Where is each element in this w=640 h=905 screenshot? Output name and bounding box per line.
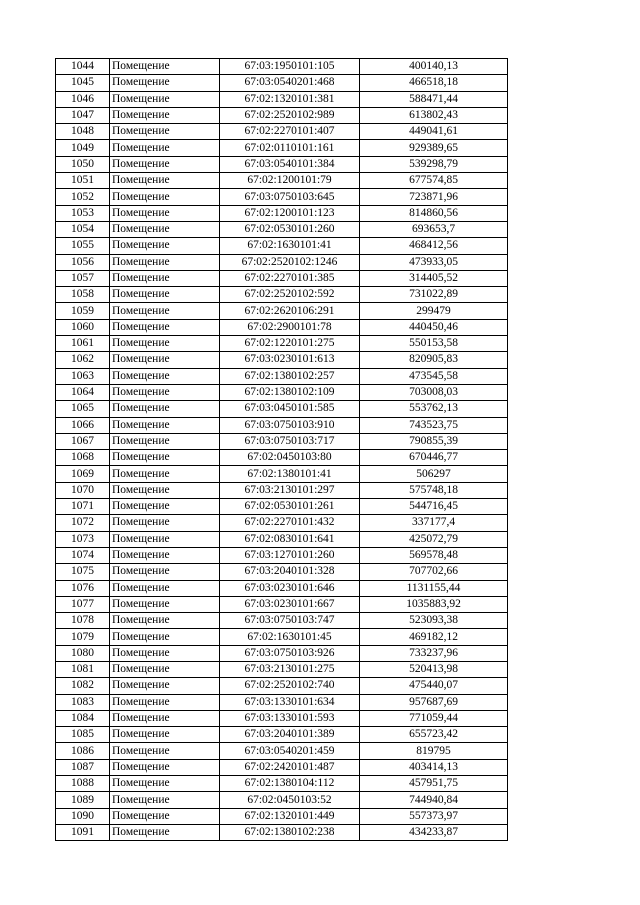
table-row bbox=[56, 547, 508, 563]
object-type-cell: Помещение bbox=[110, 645, 220, 661]
cadastral-number-cell: 67:03:2040101:328 bbox=[220, 564, 360, 580]
row-number-cell: 1052 bbox=[56, 189, 110, 205]
cadastral-value-cell: 613802,43 bbox=[360, 107, 508, 123]
cadastral-value-cell: 539298,79 bbox=[360, 156, 508, 172]
cadastral-number-cell: 67:03:2130101:297 bbox=[220, 482, 360, 498]
cadastral-value-cell: 693653,7 bbox=[360, 221, 508, 237]
table-row bbox=[56, 368, 508, 384]
cadastral-value-cell: 425072,79 bbox=[360, 531, 508, 547]
cadastral-value-cell: 703008,03 bbox=[360, 384, 508, 400]
row-number-cell: 1056 bbox=[56, 254, 110, 270]
cadastral-number-cell: 67:02:1380102:238 bbox=[220, 824, 360, 840]
cadastral-number-cell: 67:02:0450103:52 bbox=[220, 792, 360, 808]
cadastral-value-cell: 733237,96 bbox=[360, 645, 508, 661]
cadastral-value-cell: 469182,12 bbox=[360, 629, 508, 645]
cadastral-number-cell: 67:02:1320101:381 bbox=[220, 91, 360, 107]
table-row bbox=[56, 75, 508, 91]
cadastral-number-cell: 67:02:0530101:261 bbox=[220, 499, 360, 515]
cadastral-value-cell: 707702,66 bbox=[360, 564, 508, 580]
object-type-cell: Помещение bbox=[110, 450, 220, 466]
row-number-cell: 1064 bbox=[56, 384, 110, 400]
table-row bbox=[56, 824, 508, 840]
cadastral-number-cell: 67:02:2520102:989 bbox=[220, 107, 360, 123]
cadastral-number-cell: 67:03:1330101:634 bbox=[220, 694, 360, 710]
cadastral-value-cell: 819795 bbox=[360, 743, 508, 759]
cadastral-value-cell: 550153,58 bbox=[360, 336, 508, 352]
row-number-cell: 1075 bbox=[56, 564, 110, 580]
table-body bbox=[56, 59, 508, 841]
table-row bbox=[56, 221, 508, 237]
object-type-cell: Помещение bbox=[110, 401, 220, 417]
cadastral-value-cell: 929389,65 bbox=[360, 140, 508, 156]
table-row bbox=[56, 694, 508, 710]
cadastral-number-cell: 67:03:1950101:105 bbox=[220, 59, 360, 75]
row-number-cell: 1071 bbox=[56, 499, 110, 515]
table-row bbox=[56, 156, 508, 172]
table-row bbox=[56, 270, 508, 286]
cadastral-number-cell: 67:02:1630101:45 bbox=[220, 629, 360, 645]
cadastral-value-cell: 475440,07 bbox=[360, 678, 508, 694]
object-type-cell: Помещение bbox=[110, 661, 220, 677]
table-row bbox=[56, 189, 508, 205]
cadastral-number-cell: 67:02:2520102:592 bbox=[220, 287, 360, 303]
cadastral-number-cell: 67:02:2270101:385 bbox=[220, 270, 360, 286]
cadastral-value-cell: 557373,97 bbox=[360, 808, 508, 824]
cadastral-value-cell: 790855,39 bbox=[360, 433, 508, 449]
row-number-cell: 1053 bbox=[56, 205, 110, 221]
row-number-cell: 1088 bbox=[56, 776, 110, 792]
object-type-cell: Помещение bbox=[110, 547, 220, 563]
object-type-cell: Помещение bbox=[110, 303, 220, 319]
cadastral-value-cell: 434233,87 bbox=[360, 824, 508, 840]
object-type-cell: Помещение bbox=[110, 531, 220, 547]
row-number-cell: 1073 bbox=[56, 531, 110, 547]
cadastral-number-cell: 67:02:1220101:275 bbox=[220, 336, 360, 352]
table-row bbox=[56, 645, 508, 661]
table-row bbox=[56, 107, 508, 123]
object-type-cell: Помещение bbox=[110, 336, 220, 352]
row-number-cell: 1068 bbox=[56, 450, 110, 466]
row-number-cell: 1051 bbox=[56, 173, 110, 189]
cadastral-number-cell: 67:03:0230101:667 bbox=[220, 596, 360, 612]
table-row bbox=[56, 580, 508, 596]
object-type-cell: Помещение bbox=[110, 629, 220, 645]
object-type-cell: Помещение bbox=[110, 776, 220, 792]
row-number-cell: 1059 bbox=[56, 303, 110, 319]
table-row bbox=[56, 515, 508, 531]
cadastral-number-cell: 67:03:0540201:468 bbox=[220, 75, 360, 91]
cadastral-value-cell: 569578,48 bbox=[360, 547, 508, 563]
cadastral-value-cell: 468412,56 bbox=[360, 238, 508, 254]
cadastral-number-cell: 67:03:0540101:384 bbox=[220, 156, 360, 172]
row-number-cell: 1067 bbox=[56, 433, 110, 449]
object-type-cell: Помещение bbox=[110, 596, 220, 612]
row-number-cell: 1061 bbox=[56, 336, 110, 352]
cadastral-value-cell: 506297 bbox=[360, 466, 508, 482]
table-row bbox=[56, 287, 508, 303]
table-row bbox=[56, 205, 508, 221]
row-number-cell: 1087 bbox=[56, 759, 110, 775]
table-row bbox=[56, 759, 508, 775]
cadastral-value-cell: 466518,18 bbox=[360, 75, 508, 91]
table-row bbox=[56, 336, 508, 352]
object-type-cell: Помещение bbox=[110, 580, 220, 596]
row-number-cell: 1049 bbox=[56, 140, 110, 156]
cadastral-number-cell: 67:02:1380102:109 bbox=[220, 384, 360, 400]
cadastral-value-cell: 553762,13 bbox=[360, 401, 508, 417]
cadastral-number-cell: 67:03:0750103:926 bbox=[220, 645, 360, 661]
object-type-cell: Помещение bbox=[110, 727, 220, 743]
row-number-cell: 1084 bbox=[56, 710, 110, 726]
cadastral-number-cell: 67:02:0830101:641 bbox=[220, 531, 360, 547]
table-row bbox=[56, 808, 508, 824]
row-number-cell: 1065 bbox=[56, 401, 110, 417]
object-type-cell: Помещение bbox=[110, 75, 220, 91]
object-type-cell: Помещение bbox=[110, 107, 220, 123]
cadastral-value-cell: 731022,89 bbox=[360, 287, 508, 303]
table-row bbox=[56, 727, 508, 743]
row-number-cell: 1090 bbox=[56, 808, 110, 824]
object-type-cell: Помещение bbox=[110, 91, 220, 107]
cadastral-value-cell: 814860,56 bbox=[360, 205, 508, 221]
table-row bbox=[56, 678, 508, 694]
cadastral-number-cell: 67:02:1380102:257 bbox=[220, 368, 360, 384]
row-number-cell: 1058 bbox=[56, 287, 110, 303]
cadastral-value-cell: 957687,69 bbox=[360, 694, 508, 710]
cadastral-value-cell: 655723,42 bbox=[360, 727, 508, 743]
cadastral-value-cell: 337177,4 bbox=[360, 515, 508, 531]
table-row bbox=[56, 466, 508, 482]
cadastral-number-cell: 67:02:2270101:407 bbox=[220, 124, 360, 140]
cadastral-value-cell: 743523,75 bbox=[360, 417, 508, 433]
row-number-cell: 1086 bbox=[56, 743, 110, 759]
cadastral-number-cell: 67:02:2620106:291 bbox=[220, 303, 360, 319]
cadastral-number-cell: 67:02:1630101:41 bbox=[220, 238, 360, 254]
cadastral-number-cell: 67:02:1320101:449 bbox=[220, 808, 360, 824]
cadastral-number-cell: 67:02:2520102:1246 bbox=[220, 254, 360, 270]
table-row bbox=[56, 91, 508, 107]
table-row bbox=[56, 564, 508, 580]
table-row bbox=[56, 499, 508, 515]
cadastral-value-cell: 677574,85 bbox=[360, 173, 508, 189]
row-number-cell: 1054 bbox=[56, 221, 110, 237]
object-type-cell: Помещение bbox=[110, 368, 220, 384]
table-row bbox=[56, 710, 508, 726]
table-row bbox=[56, 384, 508, 400]
cadastral-number-cell: 67:03:0750103:645 bbox=[220, 189, 360, 205]
object-type-cell: Помещение bbox=[110, 824, 220, 840]
table-row bbox=[56, 303, 508, 319]
cadastral-value-cell: 314405,52 bbox=[360, 270, 508, 286]
cadastral-value-cell: 523093,38 bbox=[360, 613, 508, 629]
cadastral-number-cell: 67:02:0530101:260 bbox=[220, 221, 360, 237]
table-row bbox=[56, 254, 508, 270]
cadastral-value-cell: 440450,46 bbox=[360, 319, 508, 335]
cadastral-value-cell: 771059,44 bbox=[360, 710, 508, 726]
table-row bbox=[56, 482, 508, 498]
cadastral-number-cell: 67:03:0450101:585 bbox=[220, 401, 360, 417]
cadastral-number-cell: 67:02:0450103:80 bbox=[220, 450, 360, 466]
cadastral-number-cell: 67:02:2420101:487 bbox=[220, 759, 360, 775]
row-number-cell: 1081 bbox=[56, 661, 110, 677]
table-row bbox=[56, 433, 508, 449]
row-number-cell: 1047 bbox=[56, 107, 110, 123]
object-type-cell: Помещение bbox=[110, 221, 220, 237]
cadastral-value-cell: 520413,98 bbox=[360, 661, 508, 677]
row-number-cell: 1062 bbox=[56, 352, 110, 368]
table-row bbox=[56, 401, 508, 417]
table-row bbox=[56, 596, 508, 612]
row-number-cell: 1055 bbox=[56, 238, 110, 254]
cadastral-number-cell: 67:02:2900101:78 bbox=[220, 319, 360, 335]
object-type-cell: Помещение bbox=[110, 694, 220, 710]
row-number-cell: 1045 bbox=[56, 75, 110, 91]
object-type-cell: Помещение bbox=[110, 759, 220, 775]
object-type-cell: Помещение bbox=[110, 613, 220, 629]
cadastral-number-cell: 67:03:0750103:747 bbox=[220, 613, 360, 629]
cadastral-value-cell: 400140,13 bbox=[360, 59, 508, 75]
cadastral-value-cell: 575748,18 bbox=[360, 482, 508, 498]
cadastral-value-cell: 723871,96 bbox=[360, 189, 508, 205]
table-row bbox=[56, 238, 508, 254]
cadastral-number-cell: 67:02:1200101:79 bbox=[220, 173, 360, 189]
row-number-cell: 1083 bbox=[56, 694, 110, 710]
object-type-cell: Помещение bbox=[110, 124, 220, 140]
cadastral-value-cell: 449041,61 bbox=[360, 124, 508, 140]
row-number-cell: 1066 bbox=[56, 417, 110, 433]
object-type-cell: Помещение bbox=[110, 189, 220, 205]
cadastral-value-cell: 473545,58 bbox=[360, 368, 508, 384]
cadastral-value-cell: 1131155,44 bbox=[360, 580, 508, 596]
row-number-cell: 1082 bbox=[56, 678, 110, 694]
row-number-cell: 1091 bbox=[56, 824, 110, 840]
object-type-cell: Помещение bbox=[110, 238, 220, 254]
row-number-cell: 1080 bbox=[56, 645, 110, 661]
object-type-cell: Помещение bbox=[110, 743, 220, 759]
object-type-cell: Помещение bbox=[110, 792, 220, 808]
table-row bbox=[56, 417, 508, 433]
cadastral-number-cell: 67:02:2520102:740 bbox=[220, 678, 360, 694]
table-row bbox=[56, 124, 508, 140]
cadastral-number-cell: 67:02:1200101:123 bbox=[220, 205, 360, 221]
cadastral-number-cell: 67:02:1380104:112 bbox=[220, 776, 360, 792]
cadastral-value-cell: 473933,05 bbox=[360, 254, 508, 270]
table-row bbox=[56, 776, 508, 792]
cadastral-value-table bbox=[55, 58, 508, 841]
cadastral-number-cell: 67:02:0110101:161 bbox=[220, 140, 360, 156]
object-type-cell: Помещение bbox=[110, 482, 220, 498]
row-number-cell: 1060 bbox=[56, 319, 110, 335]
table-row bbox=[56, 352, 508, 368]
row-number-cell: 1063 bbox=[56, 368, 110, 384]
object-type-cell: Помещение bbox=[110, 710, 220, 726]
table-row bbox=[56, 59, 508, 75]
row-number-cell: 1050 bbox=[56, 156, 110, 172]
row-number-cell: 1089 bbox=[56, 792, 110, 808]
cadastral-value-cell: 588471,44 bbox=[360, 91, 508, 107]
object-type-cell: Помещение bbox=[110, 173, 220, 189]
cadastral-number-cell: 67:03:2130101:275 bbox=[220, 661, 360, 677]
object-type-cell: Помещение bbox=[110, 564, 220, 580]
object-type-cell: Помещение bbox=[110, 352, 220, 368]
object-type-cell: Помещение bbox=[110, 417, 220, 433]
object-type-cell: Помещение bbox=[110, 384, 220, 400]
cadastral-number-cell: 67:03:0750103:910 bbox=[220, 417, 360, 433]
row-number-cell: 1044 bbox=[56, 59, 110, 75]
cadastral-value-cell: 544716,45 bbox=[360, 499, 508, 515]
cadastral-value-cell: 744940,84 bbox=[360, 792, 508, 808]
table-row bbox=[56, 629, 508, 645]
table-row bbox=[56, 613, 508, 629]
cadastral-number-cell: 67:03:0230101:646 bbox=[220, 580, 360, 596]
row-number-cell: 1077 bbox=[56, 596, 110, 612]
table-row bbox=[56, 319, 508, 335]
cadastral-value-cell: 820905,83 bbox=[360, 352, 508, 368]
object-type-cell: Помещение bbox=[110, 466, 220, 482]
row-number-cell: 1057 bbox=[56, 270, 110, 286]
row-number-cell: 1046 bbox=[56, 91, 110, 107]
cadastral-value-cell: 457951,75 bbox=[360, 776, 508, 792]
row-number-cell: 1069 bbox=[56, 466, 110, 482]
table-row bbox=[56, 531, 508, 547]
row-number-cell: 1079 bbox=[56, 629, 110, 645]
row-number-cell: 1085 bbox=[56, 727, 110, 743]
cadastral-value-cell: 403414,13 bbox=[360, 759, 508, 775]
row-number-cell: 1076 bbox=[56, 580, 110, 596]
row-number-cell: 1070 bbox=[56, 482, 110, 498]
row-number-cell: 1074 bbox=[56, 547, 110, 563]
object-type-cell: Помещение bbox=[110, 156, 220, 172]
cadastral-number-cell: 67:03:1270101:260 bbox=[220, 547, 360, 563]
object-type-cell: Помещение bbox=[110, 678, 220, 694]
object-type-cell: Помещение bbox=[110, 270, 220, 286]
cadastral-number-cell: 67:02:2270101:432 bbox=[220, 515, 360, 531]
cadastral-number-cell: 67:03:0540201:459 bbox=[220, 743, 360, 759]
cadastral-value-cell: 1035883,92 bbox=[360, 596, 508, 612]
object-type-cell: Помещение bbox=[110, 205, 220, 221]
table-row bbox=[56, 173, 508, 189]
row-number-cell: 1072 bbox=[56, 515, 110, 531]
table-row bbox=[56, 792, 508, 808]
cadastral-value-cell: 299479 bbox=[360, 303, 508, 319]
cadastral-number-cell: 67:03:0750103:717 bbox=[220, 433, 360, 449]
cadastral-value-cell: 670446,77 bbox=[360, 450, 508, 466]
object-type-cell: Помещение bbox=[110, 140, 220, 156]
table-row bbox=[56, 450, 508, 466]
row-number-cell: 1078 bbox=[56, 613, 110, 629]
cadastral-number-cell: 67:02:1380101:41 bbox=[220, 466, 360, 482]
object-type-cell: Помещение bbox=[110, 433, 220, 449]
table-row bbox=[56, 743, 508, 759]
object-type-cell: Помещение bbox=[110, 499, 220, 515]
row-number-cell: 1048 bbox=[56, 124, 110, 140]
object-type-cell: Помещение bbox=[110, 59, 220, 75]
object-type-cell: Помещение bbox=[110, 254, 220, 270]
cadastral-number-cell: 67:03:0230101:613 bbox=[220, 352, 360, 368]
table-row bbox=[56, 140, 508, 156]
object-type-cell: Помещение bbox=[110, 808, 220, 824]
cadastral-number-cell: 67:03:1330101:593 bbox=[220, 710, 360, 726]
object-type-cell: Помещение bbox=[110, 319, 220, 335]
object-type-cell: Помещение bbox=[110, 287, 220, 303]
cadastral-number-cell: 67:03:2040101:389 bbox=[220, 727, 360, 743]
table-row bbox=[56, 661, 508, 677]
object-type-cell: Помещение bbox=[110, 515, 220, 531]
